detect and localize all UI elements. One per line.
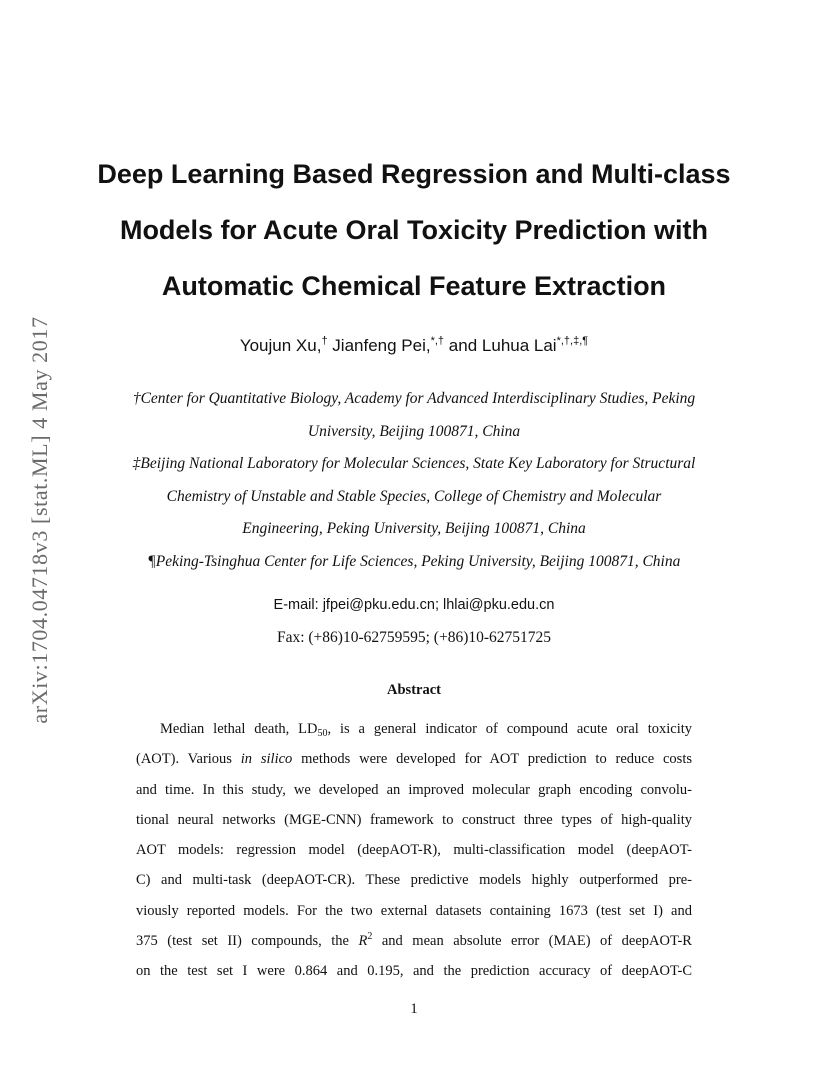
affiliation-line: ‡Beijing National Laboratory for Molecular Sciences, State Key Laboratory for Structural	[132, 455, 696, 472]
affiliation-line: ¶Peking-Tsinghua Center for Life Sciences, Peking University, Beijing 100871, China	[147, 552, 681, 570]
page-number: 1	[410, 1001, 418, 1017]
affiliation-line: Engineering, Peking University, Beijing 100871, China	[242, 520, 586, 537]
abstract-line	[136, 744, 692, 774]
abstract-text: 375 (test set II) compounds, the	[136, 933, 359, 950]
abstract-line: C) and multi-task (deepAOT-CR). These predictive models highly outperformed pre-	[136, 872, 692, 889]
abstract-line	[136, 926, 692, 956]
abstract-text: (AOT). Various	[136, 751, 241, 768]
title-line-2: Models for Acute Oral Toxicity Prediction with	[119, 215, 709, 245]
abstract-text: methods were developed for AOT prediction to reduce costs	[292, 751, 692, 768]
author-2-name: Jianfeng Pei,	[332, 336, 431, 355]
email-label: E-mail:	[273, 597, 319, 613]
paper-title	[90, 146, 738, 314]
affiliation-line: †Center for Quantitative Biology, Academy for Advanced Interdisciplinary Studies, Peking	[132, 390, 696, 407]
abstract-body	[136, 714, 692, 987]
emphasis-text: R	[358, 933, 368, 950]
author-1-name: Youjun Xu,	[239, 336, 322, 355]
author-list	[0, 336, 828, 356]
title-line-3: Automatic Chemical Feature Extraction	[161, 271, 667, 301]
author-2-marks: *,†	[430, 335, 445, 347]
author-3-marks: *,†,‡,¶	[556, 335, 589, 347]
abstract-line: viously reported models. For the two external datasets containing 1673 (test set I) and	[136, 902, 692, 919]
abstract-text: Median lethal death, LD	[160, 721, 318, 737]
email-line	[0, 597, 828, 613]
abstract-line: and time. In this study, we developed an improved molecular graph encoding convolu-	[136, 781, 692, 798]
abstract-line: AOT models: regression model (deepAOT-R), multi-classification model (deepAOT-	[136, 842, 692, 859]
author-connector: and	[448, 336, 478, 355]
superscript: 2	[367, 931, 373, 943]
arxiv-identifier: arXiv:1704.04718v3 [stat.ML] 4 May 2017	[27, 316, 52, 724]
subscript: 50	[317, 728, 328, 739]
abstract-text: , is a general indicator of compound acute oral toxicity	[327, 721, 693, 737]
abstract-text: and mean absolute error (MAE) of deepAOT-R	[372, 933, 692, 950]
affiliation-line: Chemistry of Unstable and Stable Species, College of Chemistry and Molecular	[166, 487, 662, 505]
abstract-line	[136, 714, 692, 744]
email-addresses: jfpei@pku.edu.cn; lhlai@pku.edu.cn	[322, 597, 555, 613]
title-line-1: Deep Learning Based Regression and Multi-class	[97, 159, 731, 189]
author-3-name: Luhua Lai	[481, 336, 557, 355]
abstract-line: on the test set I were 0.864 and 0.195, and the prediction accuracy of deepAOT-C	[136, 963, 692, 980]
fax-line: Fax: (+86)10-62759595; (+86)10-62751725	[276, 629, 552, 646]
affiliations	[92, 383, 736, 578]
abstract-line: tional neural networks (MGE-CNN) framework to construct three types of high-quality	[136, 811, 692, 828]
affiliation-line: University, Beijing 100871, China	[307, 422, 521, 440]
author-1-marks: †	[321, 335, 328, 347]
emphasis-text: in silico	[240, 751, 293, 768]
abstract-heading: Abstract	[387, 682, 441, 698]
